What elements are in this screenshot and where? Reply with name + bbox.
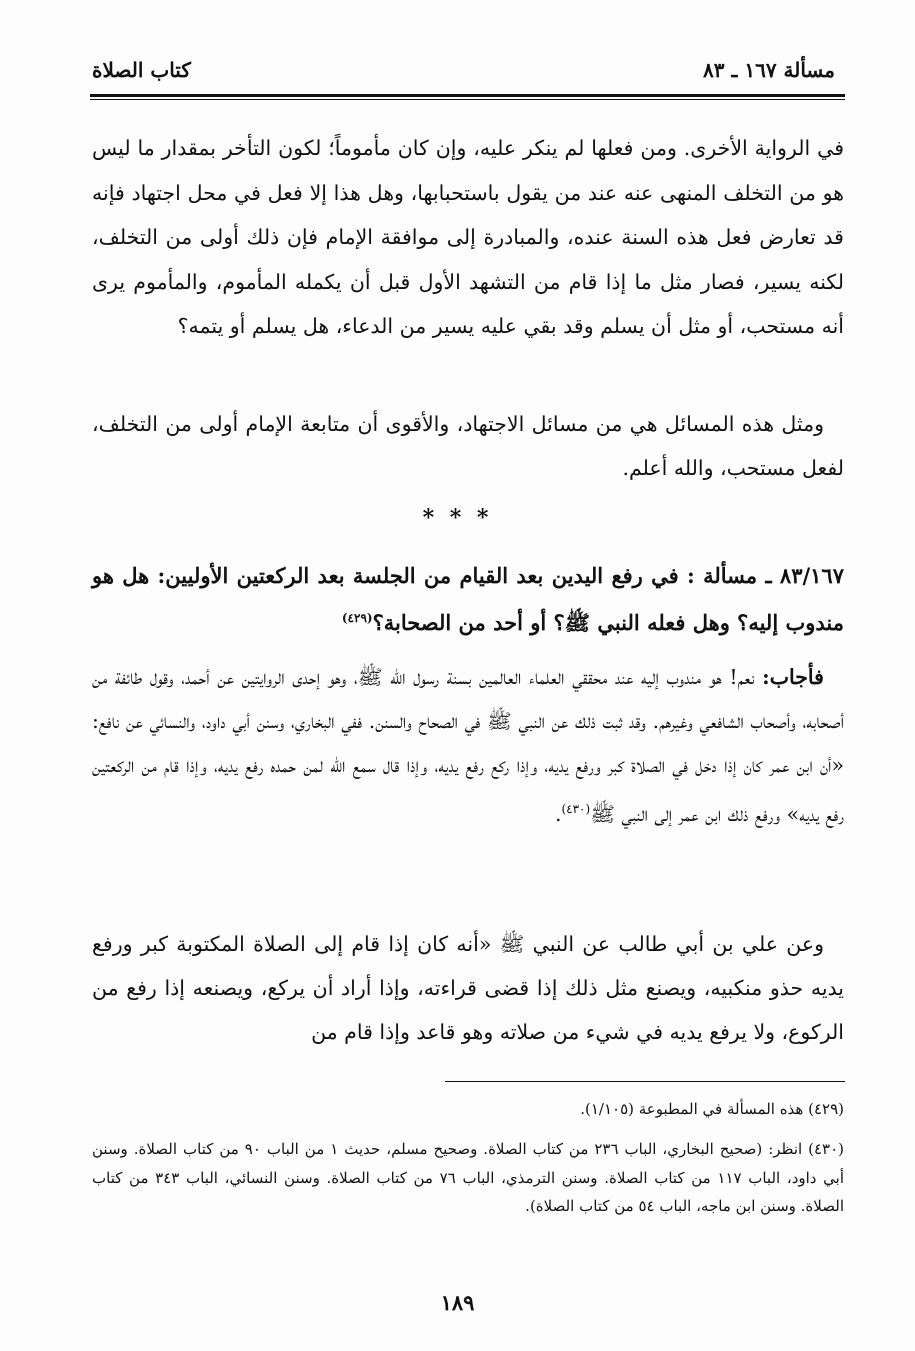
answer-footnote-ref: (٤٣٠) — [561, 802, 591, 816]
question-number: ٨٣/١٦٧ ـ مسألة : — [687, 563, 844, 588]
question-heading — [92, 555, 844, 644]
paragraph-conclusion-text: ومثل هذه المسائل هي من مسائل الاجتهاد، والأقوى أن متابعة الإمام أولى من التخلف، لفعل مستحب، والله أعلم. — [92, 412, 844, 480]
header-rule-thin — [90, 99, 845, 100]
running-header-book-title: كتاب الصلاة — [92, 58, 191, 82]
page-number: ١٨٩ — [440, 1290, 475, 1315]
answer-text: نعم! هو مندوب إليه عند محققي العلماء العالمين بسنة رسول الله ﷺ، وهو إحدى الروايتين عن أحمد، وقول طائفة من أصحابه، وأصحاب الشافعي وغيرهم. وقد ثبت ذلك عن النبي ﷺ في الصحاح والسنن. ففي البخاري، وسنن أبي داود، والنسائي عن نافع: «أن ابن عمر كان إذا دخل في الصلاة كبر ورفع يديه، وإذا ركع رفع يديه، وإذا قال سمع الله لمن حمده رفع يديه، وإذا قام من الركعتين رفع يديه» ورفع ذلك ابن عمر إلى النبي ﷺ — [92, 665, 844, 826]
paragraph-conclusion — [92, 402, 844, 490]
answer-paragraph: فأجاب: نعم! هو مندوب إليه عند محققي العلماء العالمين بسنة رسول الله ﷺ، وهو إحدى الروايتين عن أحمد، وقول طائفة من أصحابه، وأصحاب الشافعي وغيرهم. وقد ثبت ذلك عن النبي ﷺ في الصحاح والسنن. ففي البخاري، وسنن أبي داود، والنسائي عن نافع: «أن ابن عمر كان إذا دخل في الصلاة كبر ورفع يديه، وإذا ركع رفع يديه، وإذا قال سمع الله لمن حمده رفع يديه، وإذا قام من الركعتين رفع يديه» ورفع ذلك ابن عمر إلى النبي ﷺ$^{(٤٣٠)}$. — [92, 665, 844, 826]
paragraph-ali-narration — [92, 922, 844, 1054]
section-separator: * * * — [422, 505, 493, 531]
question-footnote-ref: (٤٢٩) — [341, 611, 373, 625]
paragraph-continuation: في الرواية الأخرى. ومن فعلها لم ينكر عليه، وإن كان مأموماً؛ لكون التأخر بمقدار ما ليس هو من التخلف المنهى عنه عند من يقول باستحبابها، وهل هذا إلا فعل في محل اجتهاد فإنه قد تعارض فعل هذه السنة عنده، والمبادرة إلى موافقة الإمام فإن ذلك أولى من التخلف، لكنه يسير، فصار مثل ما إذا قام من التشهد الأول قبل أن يكمله المأموم، والمأموم يرى أنه مستحب، أو مثل أن يسلم وقد بقي عليه يسير من الدعاء، هل يسلم أو يتمه؟ — [92, 136, 844, 338]
paragraph-ali-narration-text: وعن علي بن أبي طالب عن النبي ﷺ «أنه كان إذا قام إلى الصلاة المكتوبة كبر ورفع يديه حذو منكبيه، ويصنع مثل ذلك إذا قضى قراءته، وإذا أراد أن يركع، ويصنعه إذا رفع من الركوع، ولا يرفع يديه في شيء من صلاته وهو قاعد وإذا قام من — [92, 932, 844, 1044]
footnote-429: (٤٢٩) هذه المسألة في المطبوعة (١/١٠٥). — [580, 1100, 844, 1118]
answer-lead: فأجاب: — [762, 665, 824, 689]
running-header-issue-ref: مسألة ١٦٧ ـ ٨٣ — [703, 58, 835, 82]
question-text: في رفع اليدين بعد القيام من الجلسة بعد الركعتين الأوليين: هل هو مندوب إليه؟ وهل فعله النبي ﷺ؟ أو أحد من الصحابة؟ — [92, 563, 844, 635]
footnote-rule — [445, 1081, 845, 1082]
header-rule-thick — [90, 94, 845, 97]
footnote-430: (٤٣٠) انظر: (صحيح البخاري، الباب ٢٣٦ من كتاب الصلاة. وصحيح مسلم، حديث ١ من الباب ٩٠ من كتاب الصلاة. وسنن أبي داود، الباب ١١٧ من كتاب الصلاة. وسنن الترمذي، الباب ٧٦ من كتاب الصلاة. وسنن النسائي، الباب ٣٤٣ من كتاب الصلاة. وسنن ابن ماجه، الباب ٥٤ من كتاب الصلاة). — [92, 1140, 845, 1215]
